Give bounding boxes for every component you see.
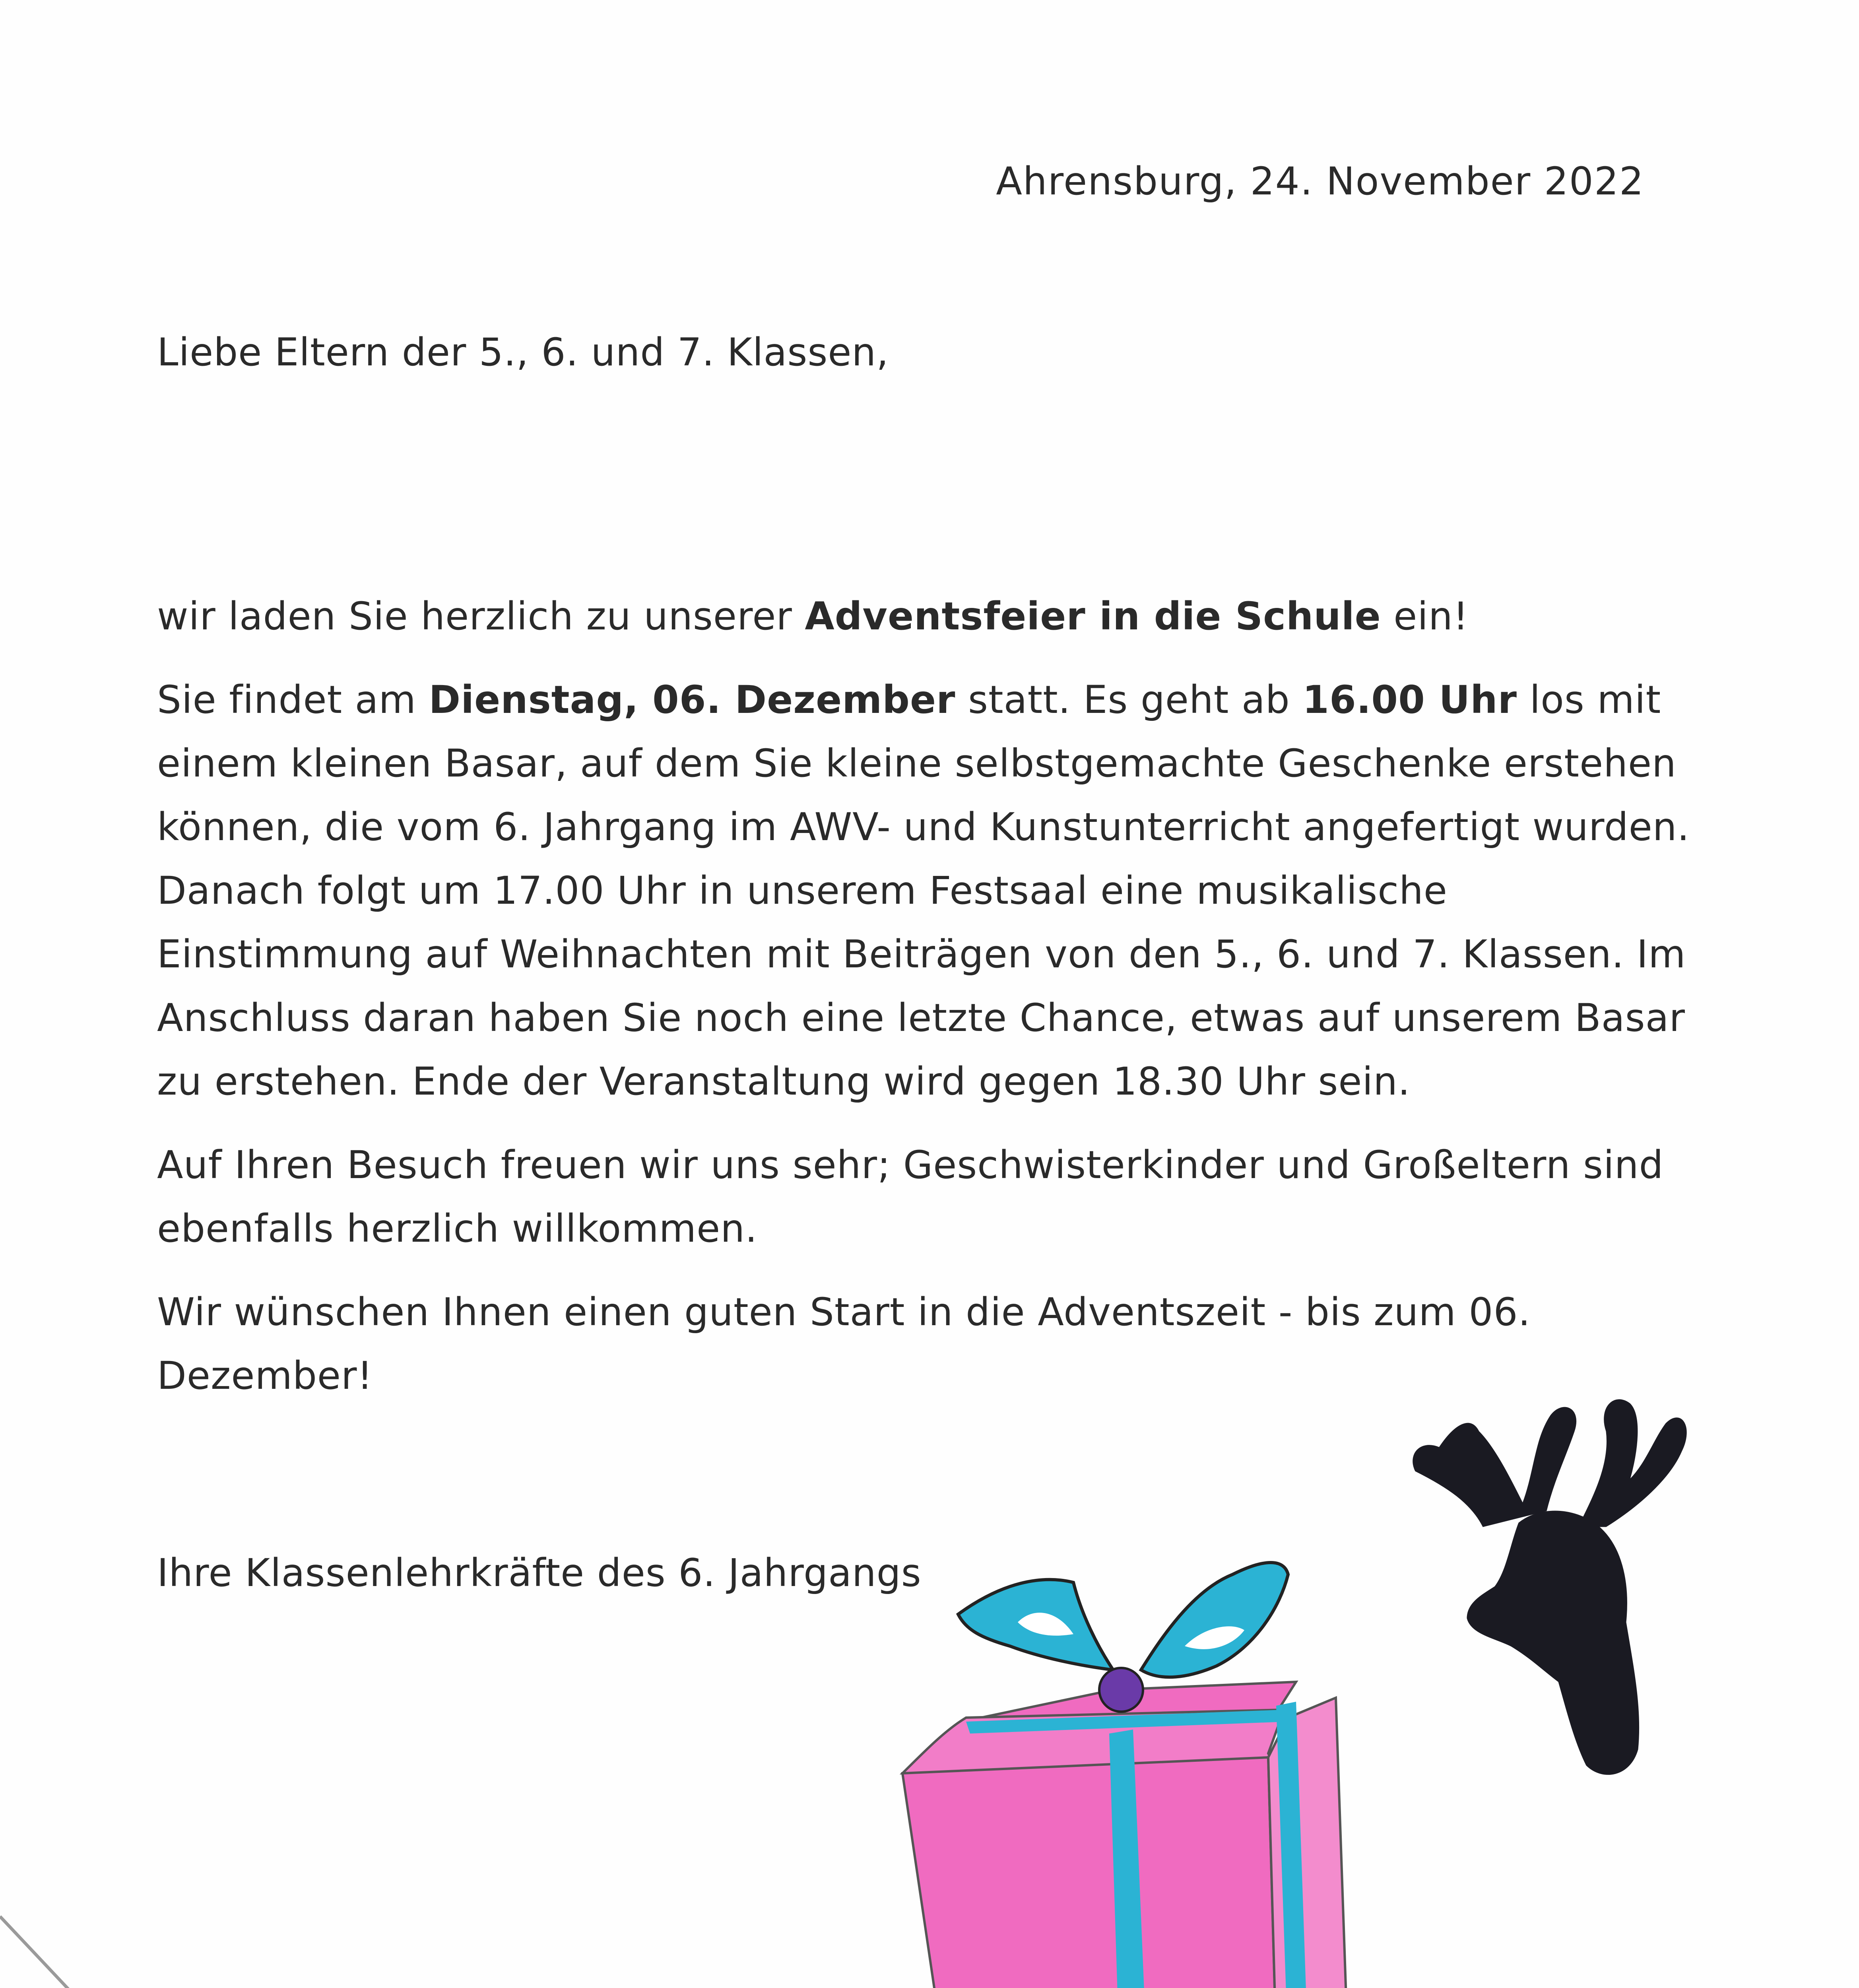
details-text: los mit einem kleinen Basar, auf dem Sie kleine selbstgemachte Geschenke erstehen können, die vom 6. Jahrgang im AWV- und Kunstunterricht angefertigt wurden. Danach folgt um 17.00 Uhr in unserem Festsaal eine musikalische Einstimmung auf Weihnachten mit Beiträgen von den 5., 6. und 7. Klassen. Im Anschluss daran haben Sie noch eine letzte Chance, etwas auf unserem Basar zu erstehen. Ende der Veranstaltung wird gegen 18.30 Uhr sein. [157,678,1690,1104]
event-time: 16.00 Uhr [1302,678,1517,722]
event-date: Dienstag, 06. Dezember [429,678,956,722]
stable-drawing [0,1916,326,1988]
event-name: Adventsfeier in die Schule [805,594,1381,639]
gift-box-drawing [902,1563,1348,1988]
details-text: Sie findet am [157,678,429,722]
signature: Ihre Klassenlehrkräfte des 6. Jahrgangs [157,1551,922,1595]
letter-date: Ahrensburg, 24. November 2022 [996,159,1644,204]
details-text: statt. Es geht ab [955,678,1303,722]
invitation-text: wir laden Sie herzlich zu unserer [157,594,805,639]
paragraph-welcome: Auf Ihren Besuch freuen wir uns sehr; Geschwisterkinder und Großeltern sind ebenfalls herzlich willkommen. [157,1143,1664,1251]
salutation: Liebe Eltern der 5., 6. und 7. Klassen, [157,330,889,375]
paragraph-closing: Wir wünschen Ihnen einen guten Start in die Adventszeit - bis zum 06. Dezember! [157,1290,1531,1398]
reindeer-head-drawing [1413,1400,1686,1775]
invitation-text-end: ein! [1381,594,1469,639]
